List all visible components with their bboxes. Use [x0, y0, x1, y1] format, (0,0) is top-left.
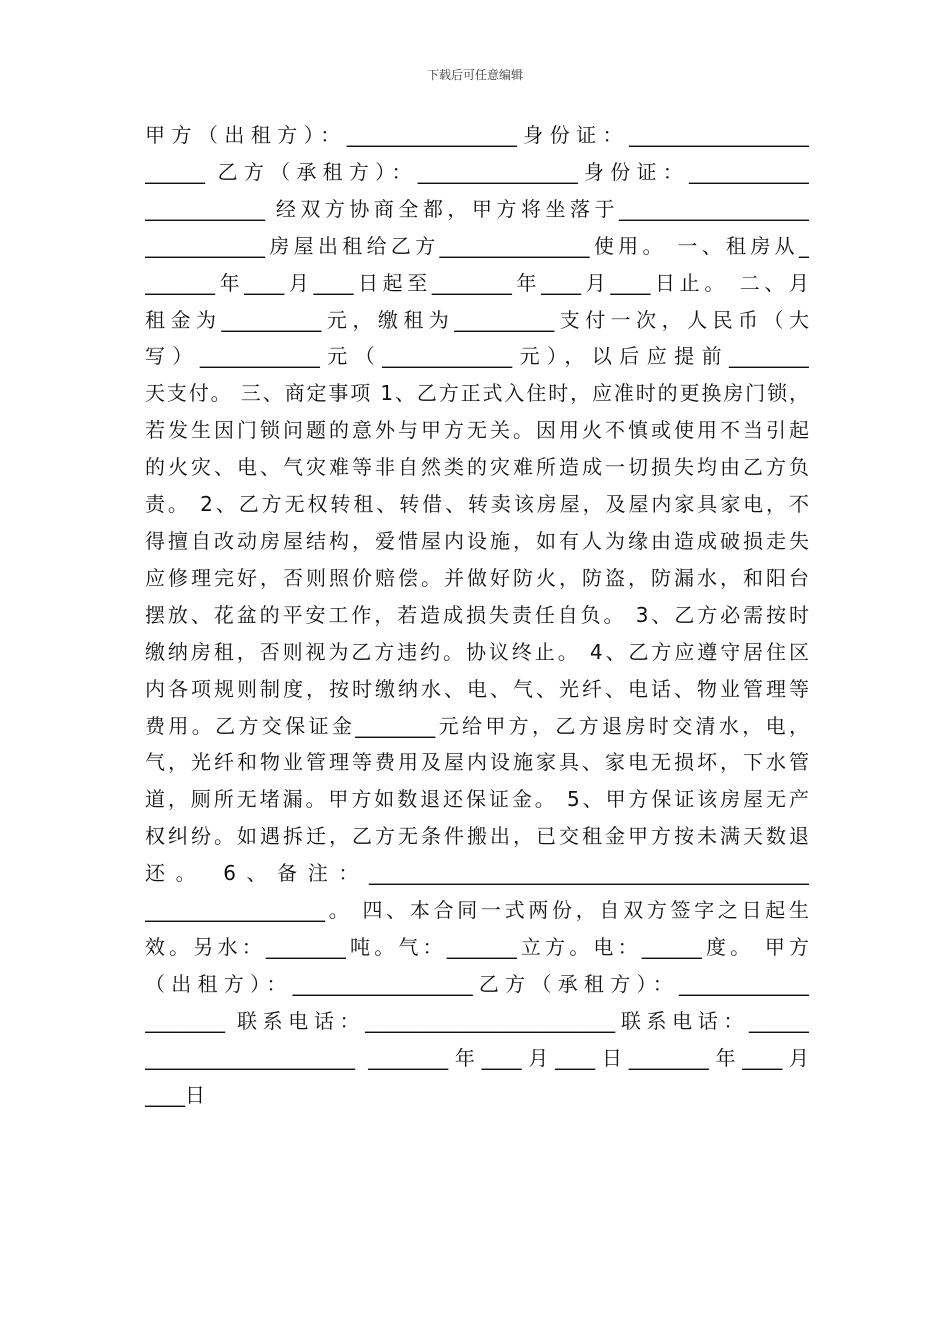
contract-line: 内各项规则制度，按时缴纳水、电、气、光纤、电话、物业管理等	[145, 676, 809, 701]
contract-line: 权纠纷。如遇拆迁，乙方无条件搬出，已交租金甲方按未满天数退	[145, 824, 809, 849]
contract-line: 还。 6、备注：____________________________________________	[145, 861, 809, 886]
contract-line: 的火灾、电、气灾难等非自然类的灾难所造成一切损失均由乙方负	[145, 455, 809, 480]
contract-line: 天支付。 三、商定事项 1、乙方正式入住时，应准时的更换房门锁，	[145, 381, 809, 406]
contract-line: 写）____________元（_____________元），以后应提前________	[145, 344, 809, 369]
contract-line: ______ 乙方（承租方）：________________身份证：____________	[145, 159, 809, 184]
contract-line: ________ 联系电话：_________________________联系电话：______	[145, 1008, 809, 1033]
contract-line: （出租方）：__________________乙方（承租方）：_____________	[145, 971, 809, 996]
header-note: 下载后可任意编辑	[426, 68, 523, 82]
contract-line: _______年____月____日起至________年____月____日止。 二、月	[145, 270, 809, 295]
contract-line: 缴纳房租，否则视为乙方违约。协议终止。 4、乙方应遵守居住区	[145, 639, 809, 664]
contract-line: ____________ 经双方协商全都，甲方将坐落于___________________	[145, 196, 809, 221]
contract-line: __________________。 四、本合同一式两份，自双方签字之日起生	[145, 898, 809, 923]
contract-line: 道，厕所无堵漏。甲方如数退还保证金。 5、甲方保证该房屋无产	[145, 787, 809, 812]
contract-line: 若发生因门锁问题的意外与甲方无关。因用火不慎或使用不当引起	[145, 418, 809, 443]
contract-body	[145, 117, 809, 1113]
contract-line: 甲方（出租方）：_________________身份证：__________________	[145, 123, 809, 147]
contract-line: 得擅自改动房屋结构，爱惜屋内设施，如有人为缘由造成破损走失	[145, 528, 809, 553]
contract-line: 责。 2、乙方无权转租、转借、转卖该房屋，及屋内家具家电，不	[145, 492, 809, 517]
contract-line: 摆放、花盆的平安工作，若造成损失责任自负。 3、乙方必需按时	[145, 602, 809, 627]
contract-line: 费用。乙方交保证金________元给甲方，乙方退房时交清水，电，	[145, 713, 809, 738]
contract-line: 租金为__________元，缴租为__________支付一次，人民币（大	[145, 307, 809, 332]
contract-line: 应修理完好，否则照价赔偿。并做好防火，防盗，防漏水，和阳台	[145, 565, 809, 590]
contract-line: ____________房屋出租给乙方_______________使用。 一、租房从_	[145, 233, 809, 258]
contract-line: 效。另水：________吨。气：_______立方。电：______度。 甲方	[145, 934, 809, 959]
contract-line: ____日	[145, 1082, 205, 1107]
contract-line: 气，光纤和物业管理等费用及屋内设施家具、家电无损坏，下水管	[145, 750, 809, 775]
contract-line: _____________________ ________年____月____日________年____月	[145, 1045, 809, 1070]
